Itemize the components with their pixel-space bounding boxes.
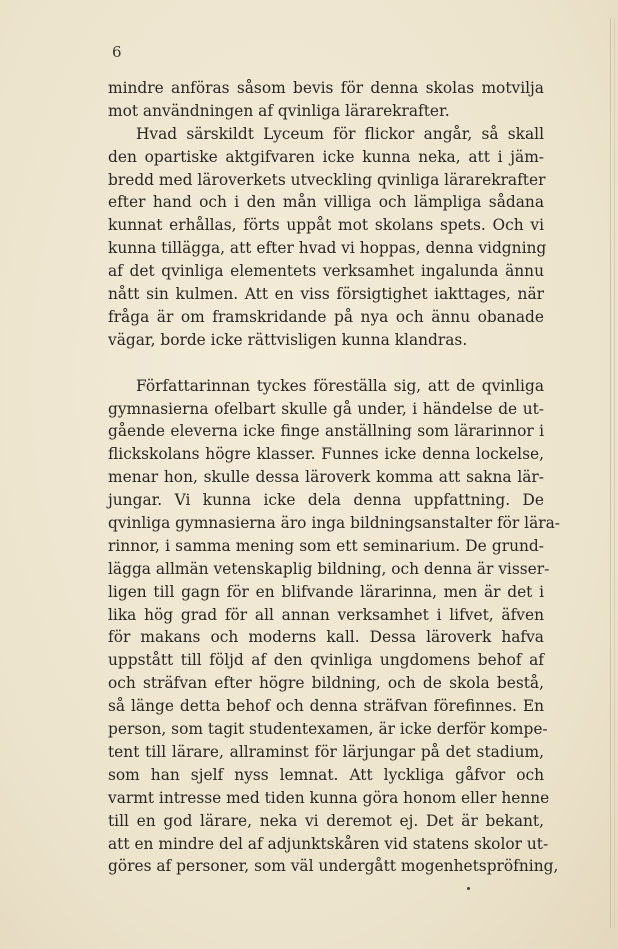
text-line: uppstått till följd af den qvinliga ungdomens behof af (108, 651, 544, 670)
text-line: flickskolans högre klasser. Funnes icke denna lockelse, (108, 445, 544, 464)
text-line: mot användningen af qvinliga lärarekrafter. (108, 101, 450, 120)
text-line: Hvad särskildt Lyceum för flickor angår, så skall (136, 124, 544, 143)
page-edge-line (610, 18, 611, 928)
page-edge-line (614, 18, 615, 928)
text-line: att en mindre del af adjunktskåren vid statens skolor ut- (108, 834, 549, 853)
text-line: göres af personer, som väl undergått mogenhetspröfning, (108, 857, 559, 876)
text-line: gymnasierna ofelbart skulle gå under, i händelse de ut- (108, 399, 544, 418)
text-line: för makans och moderns kall. Dessa läroverk hafva (108, 628, 544, 647)
body-text (108, 77, 560, 878)
text-line: så länge detta behof och denna sträfvan förefinnes. En (108, 697, 544, 716)
text-line: fråga är om framskridande på nya och ännu obanade (108, 307, 544, 326)
ink-speck (467, 887, 470, 890)
text-line: Författarinnan tyckes föreställa sig, att de qvinliga (136, 376, 544, 395)
text-line: efter hand och i den mån villiga och lämpliga sådana (108, 193, 544, 212)
text-line: tent till lärare, allraminst för lärjungar på det stadium, (108, 742, 544, 761)
text-line: lägga allmän vetenskaplig bildning, och denna är visser- (108, 559, 550, 578)
text-line: kunnat erhållas, förts uppåt mot skolans spets. Och vi (108, 216, 544, 235)
text-line: bredd med läroverkets utveckling qvinliga lärarekrafter (108, 170, 546, 189)
text-line: menar hon, skulle dessa läroverk komma att sakna lär- (108, 468, 544, 487)
paragraph-gap (108, 352, 544, 375)
text-line: till en god lärare, neka vi deremot ej. Det är bekant, (108, 811, 544, 830)
text-line: som han sjelf nyss lemnat. Att lyckliga gåfvor och (108, 765, 544, 784)
page-number: 6 (112, 43, 122, 61)
text-line: af det qvinliga elementets verksamhet ingalunda ännu (108, 262, 544, 281)
text-line: gående eleverna icke finge anställning som lärarinnor i (108, 422, 544, 441)
text-line: och sträfvan efter högre bildning, och de skola bestå, (108, 674, 544, 693)
text-line: nått sin kulmen. Att en viss försigtighet iakttages, när (108, 285, 544, 304)
text-line: ligen till gagn för en blifvande lärarinna, men är det i (108, 582, 544, 601)
text-line: person, som tagit studentexamen, är icke derför kompe- (108, 720, 548, 739)
text-line: mindre anföras såsom bevis för denna skolas motvilja (108, 79, 544, 97)
text-line: rinnor, i samma mening som ett seminarium. De grund- (108, 536, 544, 555)
text-line: lika hög grad för all annan verksamhet i lifvet, äfven (108, 605, 544, 624)
text-line: varmt intresse med tiden kunna göra honom eller henne (108, 788, 550, 807)
text-line: jungar. Vi kunna icke dela denna uppfattning. De (108, 491, 544, 510)
text-line: kunna tillägga, att efter hvad vi hoppas, denna vidgning (108, 239, 547, 258)
text-line: vägar, borde icke rättvisligen kunna klandras. (108, 330, 468, 349)
text-line: qvinliga gymnasierna äro inga bildningsanstalter för lära- (108, 514, 560, 533)
text-line: den opartiske aktgifvaren icke kunna neka, att i jäm- (108, 147, 544, 166)
